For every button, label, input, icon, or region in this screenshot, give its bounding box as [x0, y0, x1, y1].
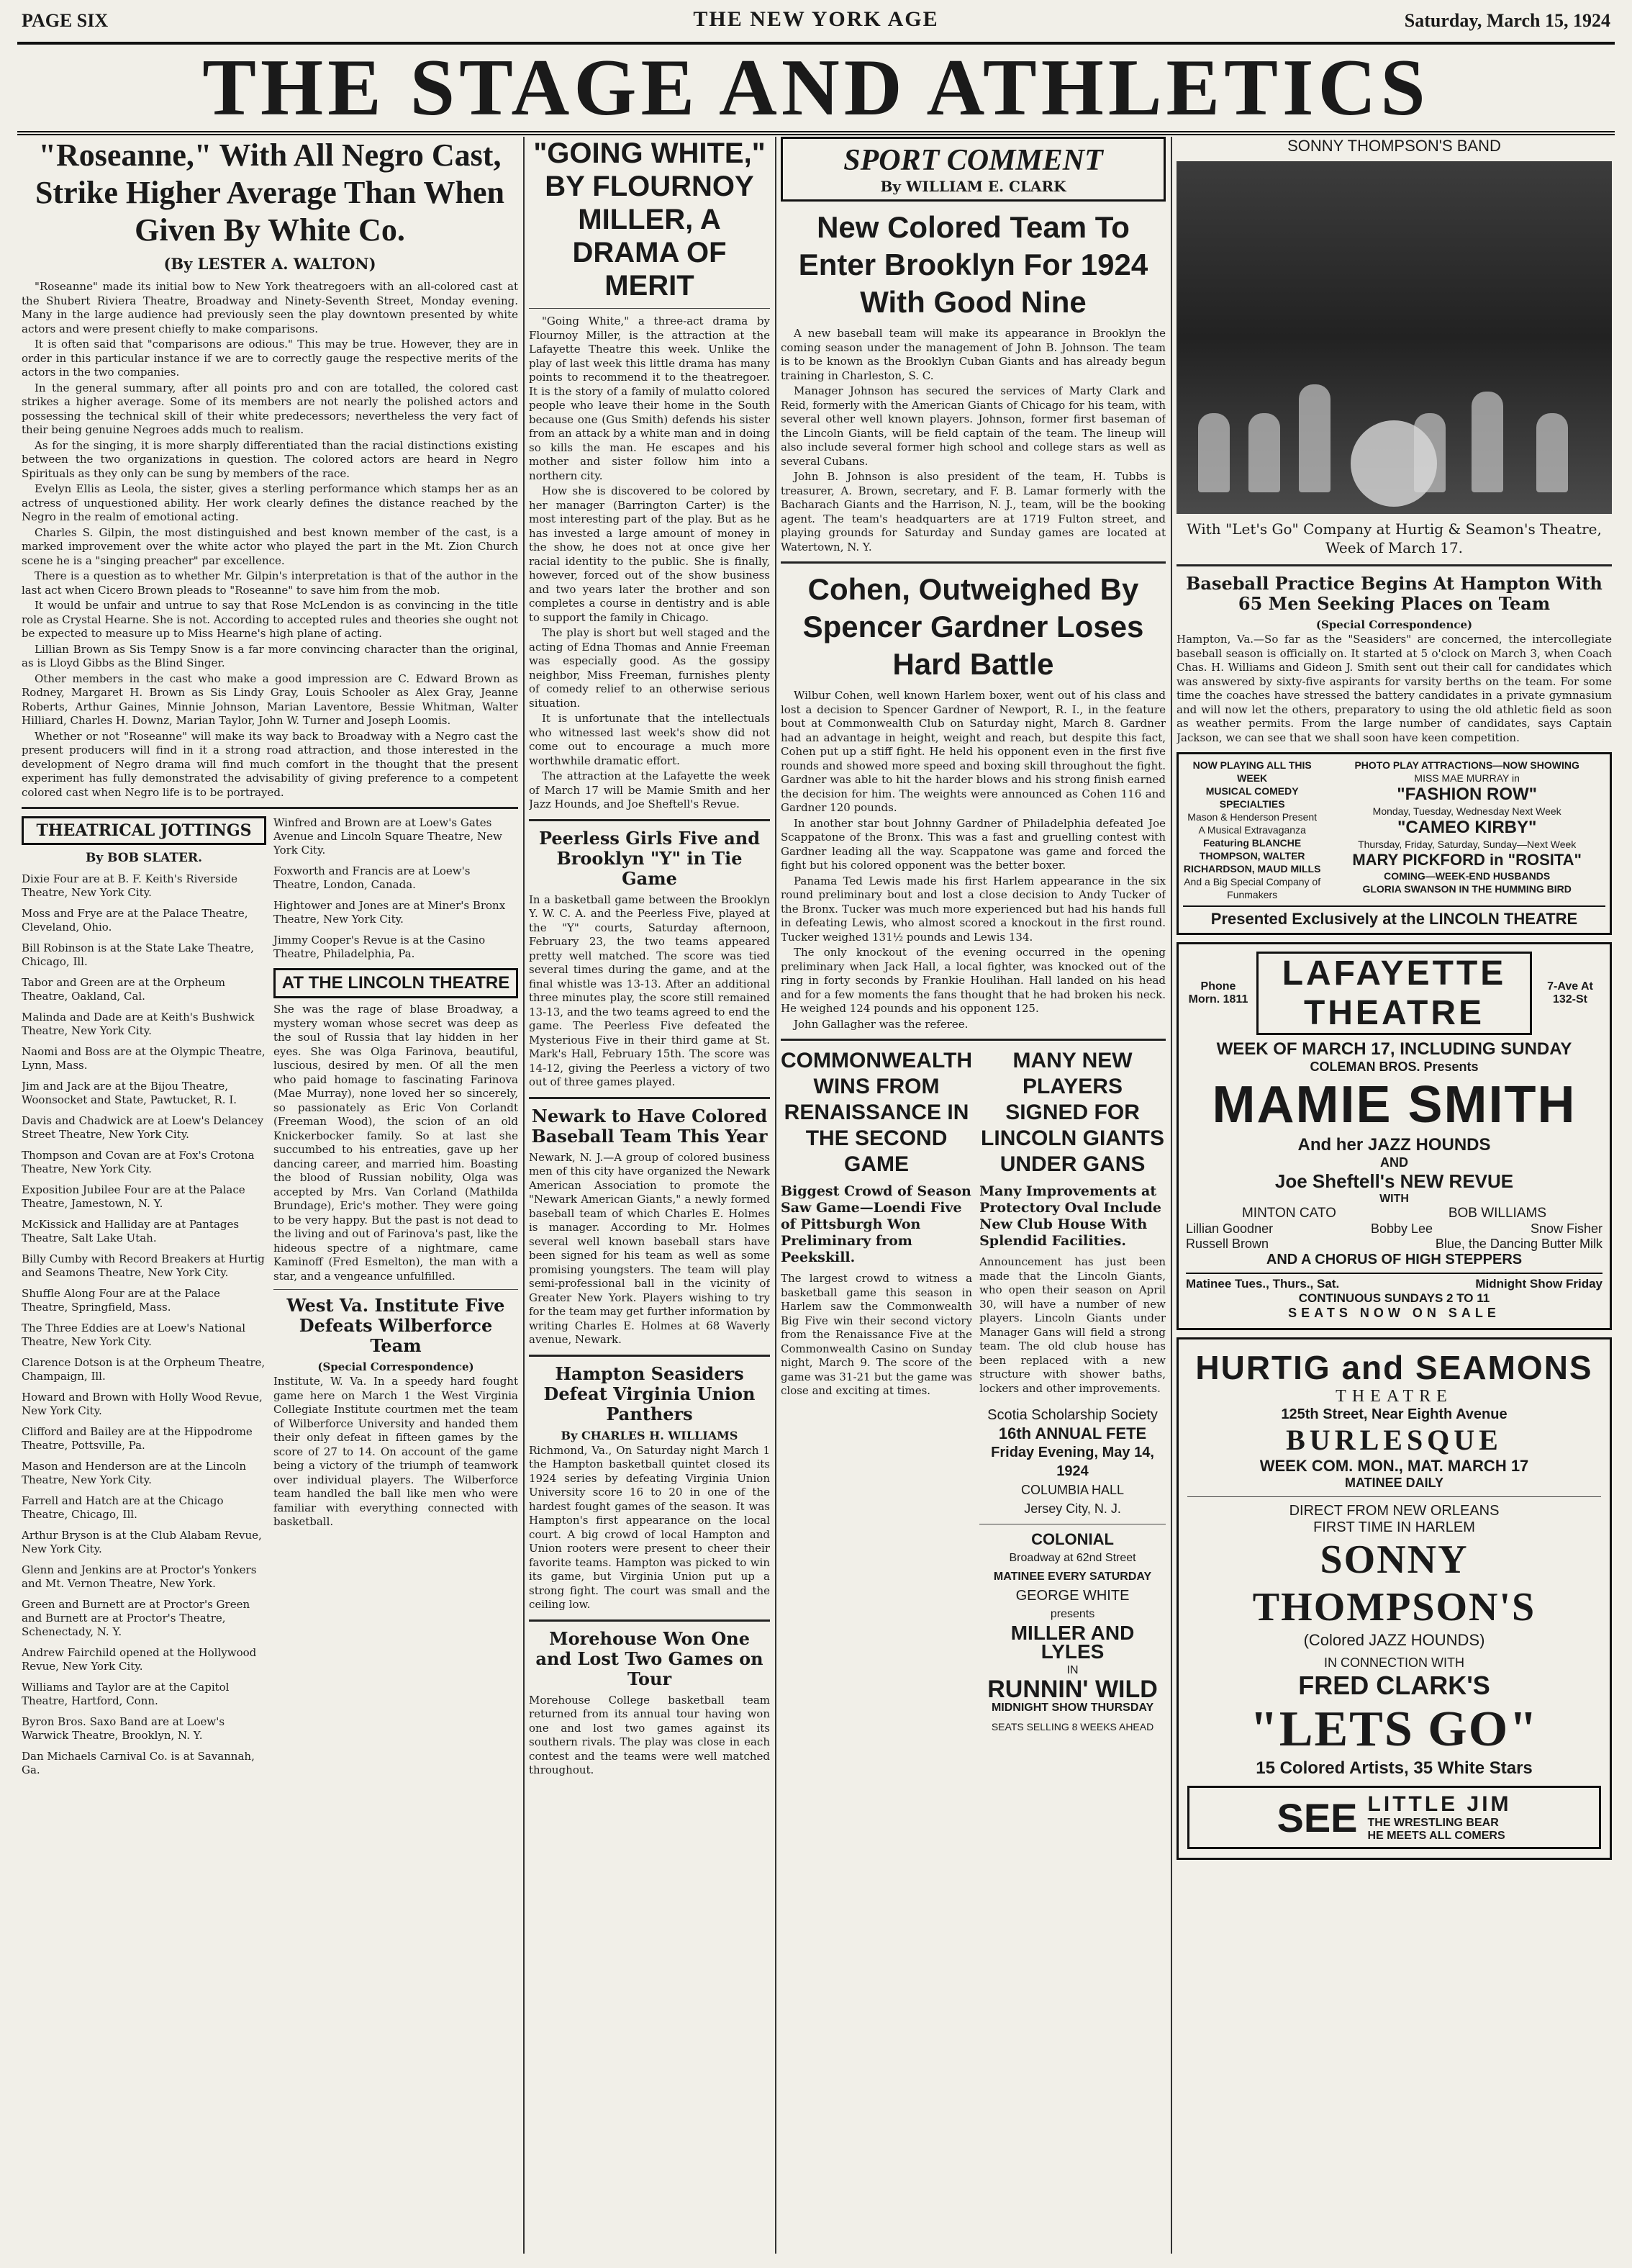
paragraph: How she is discovered to be colored by her manager (Barrington Carter) is the most interesting part of the play. But as he has invested a large amount of money in the show, he does not at once give her racial identity to the public. She is finally, however, forced out of the show business and two years later the brother and son completes a course in dentistry and is able to support the family in Chicago.	[529, 484, 770, 624]
hurtig-sonny: SONNY THOMPSON'S	[1252, 1537, 1536, 1630]
jottings-column-a	[22, 816, 266, 1784]
hurtig-meets: HE MEETS ALL COMERS	[1367, 1830, 1505, 1842]
commonwealth-subhead: Biggest Crowd of Season Saw Game—Loendi Five of Pittsburgh Won Preliminary from Peekskill.	[781, 1183, 971, 1265]
roseanne-headline: "Roseanne," With All Negro Cast, Strike Higher Average Than When Given By White Co.	[35, 137, 504, 248]
masthead	[22, 7, 1610, 36]
paragraph: "Roseanne" made its initial bow to New York theatregoers with an all-colored cast at the Shubert Riviera Theatre, Broadway and Ninety-Seventh Street, Monday evening. Many in the large audience had previously seen the play downtown presented by white actors and were present chiefly to make comparisons.	[22, 280, 518, 335]
newark-article: Newark, N. J.—A group of colored business men of this city have organized the Newark American Association to promote the "Newark American Giants," a newly formed baseball team of which Charles E. Holmes is manager. According to Mr. Holmes several well known baseball stars have been signed for his team as well as some promising youngsters. The team will play semi-professional ball in the vicinity of Greater New York. Players wishing to try for the team may get further information by writing Charles E. Holmes at 68 Waverly avenue, Newark.	[529, 1150, 770, 1346]
jotting-item: Malinda and Dade are at Keith's Bushwick Theatre, New York City.	[22, 1011, 255, 1037]
hurtig-connection: IN CONNECTION WITH	[1324, 1655, 1464, 1670]
column-rule	[775, 137, 776, 2254]
divider	[529, 1355, 770, 1357]
roseanne-article	[22, 280, 518, 800]
lincoln-ad-footer: Presented Exclusively at the LINCOLN THEATRE	[1183, 905, 1605, 929]
jotting-item: Farrell and Hatch are at the Chicago Theatre, Chicago, Ill.	[22, 1494, 224, 1521]
paragraph: In another star bout Johnny Gardner of Philadelphia defeated Joe Scappatone of the Bronx. This was a fast and gruelling contest with Gardner leading all the way. Scappatone was game and forced the fight but his colored opponent was the better boxer.	[781, 816, 1166, 872]
colonial-line: GEORGE WHITE	[1015, 1588, 1130, 1604]
lincoln-giants-article: Announcement has just been made that the Lincoln Giants, who open their season on April 30, will have a number of new players. Lincoln Giants under Manager Gans will field a strong team. The old club house has been replaced with a new structure with shower baths, lockers and other improvements.	[979, 1255, 1166, 1395]
hurtig-fred: FRED CLARK'S	[1298, 1671, 1490, 1700]
hurtig-address: 125th Street, Near Eighth Avenue	[1281, 1406, 1508, 1422]
divider	[22, 807, 518, 809]
paragraph: As for the singing, it is more sharply differentiated than the racial distinctions existing between the two organizations in question. The colored actors are heard in Negro Spirituals as they only can be sung by members of the race.	[22, 438, 518, 480]
hurtig-first: FIRST TIME IN HARLEM	[1313, 1519, 1475, 1535]
cohen-headline: Cohen, Outweighed By Spencer Gardner Loses Hard Battle	[802, 572, 1144, 681]
commonwealth-column	[781, 1048, 972, 1736]
paragraph: Wilbur Cohen, well known Harlem boxer, went out of his class and lost a decision to Spencer Gardner of Newport, R. I., in the feature bout at Commonwealth Club on Saturday night, March 8. Gardner had an advantage in height, weight and reach, but despite this fact, Cohen put up a stiff fight. He held his opponent even in the first five rounds and showed more speed and boxing skill throughout the fight. Gardner was able to hit the harder blows and his strong finish earned the decision for him. The weights were announced as Cohen 116 and Gardner 120 pounds.	[781, 689, 1166, 814]
sports-two-col	[781, 1048, 1166, 1736]
jotting-item: Dixie Four are at B. F. Keith's Riverside Theatre, New York City.	[22, 872, 237, 899]
jotting-item: Davis and Chadwick are at Loew's Delancey Street Theatre, New York City.	[22, 1114, 264, 1141]
paragraph: Other members in the cast who make a good impression are C. Edward Brown as Rodney, Margaret H. Brown as Sis Lindy Gray, Louis Schooler as Alex Gray, Jeanne Roberts, Arthur Gaines, Minnie Johnson, Marian Laventore, Bessie Whitman, Walter Hilliard, Charles H. Downz, Marian Taylor, John W. Turner and Joseph Loomis.	[22, 672, 518, 727]
jotting-item: Foxworth and Francis are at Loew's Theatre, London, Canada.	[273, 864, 471, 891]
colonial-line: MATINEE EVERY SATURDAY	[993, 1571, 1152, 1583]
cast-member: Bobby Lee	[1370, 1221, 1433, 1236]
hurtig-letsgo: "LETS GO"	[1249, 1702, 1539, 1757]
hampton-seasiders-article: Richmond, Va., On Saturday night March 1 the Hampton basketball quintet closed its 1924 series by defeating Virginia Union University score 16 to 20 in one of the hardest fought games of the season. It was Hampton's first appearance on the local court. A big crowd of local Hampton and Union rooters were present to cheer their favorite teams. Hampton was picked to win its game, but Virginia Union put up a strong fight. The court was small and the ceiling low.	[529, 1443, 770, 1611]
sport-comment-box	[781, 137, 1166, 202]
divider	[1177, 564, 1612, 566]
cast-member: Lillian Goodner	[1186, 1221, 1274, 1236]
band-photo-caption: With "Let's Go" Company at Hurtig & Seamon's Theatre, Week of March 17.	[1187, 520, 1602, 556]
jottings-headline: THEATRICAL JOTTINGS	[22, 816, 266, 845]
column-3	[781, 137, 1166, 2254]
divider	[781, 561, 1166, 564]
jotting-item: Billy Cumby with Record Breakers at Hurtig and Seamons Theatre, New York City.	[22, 1252, 265, 1279]
lafayette-seats: SEATS NOW ON SALE	[1288, 1306, 1500, 1320]
lafayette-phone: Phone Morn. 1811	[1188, 980, 1248, 1006]
little-jim-text	[1368, 1792, 1512, 1843]
scotia-line: COLUMBIA HALL	[1021, 1483, 1125, 1497]
paragraph: It is often said that "comparisons are odious." This may be true. However, they are in order in this particular instance if we are to correctly gauge the respective merits of the actors in the two companies.	[22, 338, 518, 379]
lincoln-giants-subhead: Many Improvements at Protectory Oval Include New Club House With Splendid Facilities.	[979, 1183, 1161, 1249]
jotting-item: Byron Bros. Saxo Band are at Loew's Warwick Theatre, Brooklyn, N. Y.	[22, 1715, 225, 1742]
paragraph: John B. Johnson is also president of the team, H. Tubbs is treasurer, A. Brown, secretary, and F. B. Lamar formerly with the Bacharach Giants and the Harrison, N. J., team, will be the booking agent. The team's headquarters are at 1719 Fulton street, and playing grounds for Saturday and Sunday games are located at Watertown, N. Y.	[781, 470, 1166, 554]
ad-line: GLORIA SWANSON IN THE HUMMING BIRD	[1362, 883, 1572, 895]
jotting-item: Hightower and Jones are at Miner's Bronx Theatre, New York City.	[273, 899, 506, 926]
colonial-line: MILLER AND LYLES	[1010, 1622, 1135, 1663]
ad-line: "CAMEO KIRBY"	[1397, 818, 1537, 837]
cast-member: BOB WILLIAMS	[1448, 1206, 1547, 1221]
lafayette-presents: COLEMAN BROS. Presents	[1310, 1060, 1479, 1074]
column-rule	[1171, 137, 1172, 2254]
jotting-item: Jimmy Cooper's Revue is at the Casino Theatre, Philadelphia, Pa.	[273, 934, 486, 960]
cast-member: MINTON CATO	[1241, 1206, 1336, 1221]
lafayette-band: And her JAZZ HOUNDS	[1297, 1135, 1491, 1155]
paragraph: It is unfortunate that the intellectuals who witnessed last week's show did not come out to encourage a much more worthwhile dramatic effort.	[529, 712, 770, 767]
lincoln-giants-column	[979, 1048, 1166, 1736]
jotting-item: Arthur Bryson is at the Club Alabam Revue, New York City.	[22, 1529, 262, 1555]
jotting-item: Glenn and Jenkins are at Proctor's Yonkers and Mt. Vernon Theatre, New York.	[22, 1563, 257, 1590]
ad-line: NOW PLAYING ALL THIS WEEK	[1192, 759, 1312, 784]
divider	[781, 1039, 1166, 1041]
divider	[529, 308, 770, 309]
jotting-item: Williams and Taylor are at the Capitol Theatre, Hartford, Conn.	[22, 1681, 230, 1707]
jotting-item: Howard and Brown with Holly Wood Revue, New York City.	[22, 1391, 263, 1417]
scotia-line: Scotia Scholarship Society	[987, 1407, 1158, 1423]
cohen-article	[781, 689, 1166, 1031]
photo-figure	[1536, 413, 1568, 492]
brooklyn-team-headline: New Colored Team To Enter Brooklyn For 1924 With Good Nine	[798, 210, 1148, 319]
hurtig-artists: 15 Colored Artists, 35 White Stars	[1256, 1758, 1533, 1778]
photo-figure	[1198, 413, 1230, 492]
lafayette-cast-row	[1186, 1221, 1602, 1237]
paragraph: Lillian Brown as Sis Tempy Snow is a far more convincing character than the original, as is Lloyd Gibbs as the Blind Singer.	[22, 642, 518, 669]
colonial-line: presents	[1050, 1608, 1095, 1620]
ad-line: Monday, Tuesday, Wednesday Next Week	[1372, 805, 1561, 817]
paragraph: It would be unfair and untrue to say that Rose McLendon is as convincing in the title role as Crystal Hearne. She is not. According to accepted rules and theories she ought not be expected to measure up to Miss Hearne's high plane of acting.	[22, 599, 518, 640]
baseball-practice-note: (Special Correspondence)	[1315, 618, 1473, 631]
paragraph: There is a question as to whether Mr. Gilpin's interpretation is that of the author in the last act when Cicero Brown pleads to "Roseanne" to save him from the mob.	[22, 569, 518, 597]
west-va-article: Institute, W. Va. In a speedy hard fought game here on March 1 the West Virginia Collegiate Institute courtmen met the team of Wilberforce University and handed them their only defeat in fifteen games by the score of 27 to 14. On account of the game being a victory of the triumph of teamwork over individual players. The Wilberforce team handled the ball like men who were familiar with everything connected with basketball.	[273, 1375, 518, 1528]
ad-line: MUSICAL COMEDY SPECIALTIES	[1205, 785, 1299, 810]
photo-figure	[1248, 413, 1280, 492]
ad-line: Thursday, Friday, Saturday, Sunday—Next Week	[1358, 839, 1577, 850]
ad-line: MISS MAE MURRAY in	[1414, 772, 1520, 784]
hampton-seasiders-headline: Hampton Seasiders Defeat Virginia Union Panthers	[543, 1363, 756, 1424]
colonial-line: COLONIAL	[1031, 1530, 1114, 1548]
hurtig-direct: DIRECT FROM NEW ORLEANS	[1289, 1503, 1500, 1519]
jotting-item: Winfred and Brown are at Loew's Gates Avenue and Lincoln Square Theatre, New York City.	[273, 816, 502, 857]
peerless-article: In a basketball game between the Brooklyn Y. W. C. A. and the Peerless Five, played at the "Y" courts, Saturday afternoon, February 23, the two teams appeared pretty well matched. The score was tied several times during the game, and at the final whistle was 13-13. After an additional three minutes play, the score still remained 13-13, and the two teams agreed to end the game. The Peerless Five defeated the Mysterious Five in their third game at St. Mark's Hall, February 15th. The score was 14-12, giving the Peerless a victory of two out of three games played.	[529, 893, 770, 1088]
lafayette-revue: Joe Sheftell's NEW REVUE	[1274, 1170, 1514, 1192]
column-rule	[523, 137, 525, 2254]
colonial-line: SEATS SELLING 8 WEEKS AHEAD	[991, 1721, 1154, 1732]
morehouse-article: Morehouse College basketball team returned from its annual tour having won one and lost two games against its southern rivals. The play was close in each contest and the teams were well matched throughout.	[529, 1693, 770, 1776]
band-photo-title: SONNY THOMPSON'S BAND	[1287, 137, 1501, 155]
cast-member: Snow Fisher	[1530, 1221, 1602, 1236]
jotting-item: Moss and Frye are at the Palace Theatre, Cleveland, Ohio.	[22, 907, 248, 934]
divider	[1187, 1496, 1601, 1497]
jotting-item: Andrew Fairchild opened at the Hollywood Revue, New York City.	[22, 1646, 257, 1673]
lafayette-cast-row	[1186, 1237, 1602, 1252]
jottings-block	[22, 816, 518, 1784]
sport-comment-headline: SPORT COMMENT	[843, 144, 1103, 177]
colonial-line: RUNNIN' WILD	[987, 1676, 1158, 1703]
ad-line: A Musical Extravaganza	[1198, 824, 1306, 836]
west-va-headline: West Va. Institute Five Defeats Wilberforce Team	[286, 1295, 505, 1356]
lafayette-address: 7-Ave At 132-St	[1547, 980, 1593, 1006]
paragraph: In the general summary, after all points pro and con are totalled, the colored cast strikes a higher average. Some of its members are not nearly the polished actors and possessing the technical skill of their white predecessors; nevertheless the very fact of their being genuine Negroes adds much to realism.	[22, 381, 518, 436]
baseball-practice-headline: Baseball Practice Begins At Hampton With 65 Men Seeking Places on Team	[1186, 573, 1602, 614]
jotting-item: Naomi and Boss are at the Olympic Theatre, Lynn, Mass.	[22, 1045, 266, 1072]
cast-member: Blue, the Dancing Butter Milk	[1435, 1237, 1602, 1251]
going-white-headline: "GOING WHITE," BY FLOURNOY MILLER, A DRAMA OF MERIT	[533, 137, 766, 302]
jotting-item: Clifford and Bailey are at the Hippodrome Theatre, Pottsville, Pa.	[22, 1425, 253, 1452]
hurtig-theatre: THEATRE	[1336, 1387, 1453, 1406]
little-jim-box	[1187, 1786, 1601, 1849]
hurtig-bear: THE WRESTLING BEAR	[1367, 1817, 1499, 1829]
lincoln-theatre-headline: AT THE LINCOLN THEATRE	[273, 968, 518, 998]
lafayette-midnight: Midnight Show Friday	[1475, 1277, 1602, 1291]
paragraph: "Going White," a three-act drama by Flournoy Miller, is the attraction at the Lafayette Theatre this week. Unlike the play of last week this little drama has many points to recommend it to the theatregoer. It is the story of a family of mulatto colored people who leave their home in the South because one (Gus Smith) defends his sister from an attack by a white man and in doing so kills the man. He escapes and his mother and sister follow him into a northern city.	[529, 315, 770, 482]
paragraph: Panama Ted Lewis made his first Harlem appearance in the six round preliminary bout and lost a close decision to Andy Tucker of the Bronx. Tucker was much more experienced but had his hands full in defeating Lewis, who almost scored a knockout in the first round. Tucker weighed 131½ pounds and Lewis 134.	[781, 874, 1166, 944]
paragraph: The play is short but well staged and the acting of Edna Thomas and Annie Freeman was especially good. As the gossipy neighbor, Miss Freeman, furnishes plenty of comedy relief to an otherwise serious situation.	[529, 626, 770, 710]
jottings-byline: By BOB SLATER.	[85, 851, 203, 865]
jotting-item: Exposition Jubilee Four are at the Palace Theatre, Jamestown, N. Y.	[22, 1183, 245, 1210]
column-4	[1177, 137, 1612, 2254]
scotia-notice	[979, 1406, 1166, 1518]
sport-comment-byline: By WILLIAM E. CLARK	[880, 178, 1066, 195]
divider	[273, 1289, 518, 1290]
hurtig-hounds: (Colored JAZZ HOUNDS)	[1303, 1631, 1485, 1649]
lafayette-and: AND	[1380, 1155, 1408, 1170]
paragraph: Whether or not "Roseanne" will make its way back to Broadway with a Negro cast the present producers will find in it a strong road attraction, and those interested in the development of Negro drama will find much comfort in the thought that the present experiment has fully demonstrated the advisability of giving preference to a competent colored cast when Negro life is to be portrayed.	[22, 729, 518, 799]
paragraph: The only knockout of the evening occurred in the opening preliminary when Jack Hall, a local fighter, was knocked out of the ring in forty seconds by Frankie Houlihan. Hall landed on his head and for a few moments the fans thought that he had broken his neck. He weighed 124 pounds and his opponent 125.	[781, 946, 1166, 1015]
paragraph: The attraction at the Lafayette the week of March 17 will be Mamie Smith and her Jazz Hounds, and Joe Sheftell's Revue.	[529, 769, 770, 810]
jotting-item: Tabor and Green are at the Orpheum Theatre, Oakland, Cal.	[22, 976, 225, 1003]
ad-line: PHOTO PLAY ATTRACTIONS—NOW SHOWING	[1354, 759, 1579, 771]
lafayette-matinee: Matinee Tues., Thurs., Sat.	[1186, 1277, 1340, 1291]
photo-figure	[1299, 384, 1330, 492]
ad-line: Mason & Henderson Present	[1187, 811, 1318, 823]
lafayette-ad	[1177, 942, 1612, 1330]
paper-name: THE NEW YORK AGE	[693, 7, 939, 31]
paragraph: Manager Johnson has secured the services of Marty Clark and Reid, formerly with the American Giants of Chicago for his team, with several other well known players. Johnson, former first baseman of the Lincoln Giants, will be field captain of the team. The lineup will also include several former high school and college stars as well as several Cubans.	[781, 384, 1166, 468]
section-banner: THE STAGE AND ATHLETICS	[17, 42, 1615, 135]
issue-date: Saturday, March 15, 1924	[1404, 10, 1610, 31]
scotia-line: Jersey City, N. J.	[1024, 1501, 1121, 1516]
ad-line: MARY PICKFORD in "ROSITA"	[1352, 851, 1582, 869]
colonial-line: IN	[1066, 1664, 1079, 1676]
jotting-item: Green and Burnett are at Proctor's Green and Burnett are at Proctor's Theatre, Schenectady, N. Y.	[22, 1598, 250, 1638]
lincoln-giants-headline: MANY NEW PLAYERS SIGNED FOR LINCOLN GIANTS UNDER GANS	[981, 1049, 1165, 1176]
jotting-item: The Three Eddies are at Loew's National Theatre, New York City.	[22, 1322, 246, 1348]
jotting-item: Bill Robinson is at the State Lake Theatre, Chicago, Ill.	[22, 941, 254, 968]
lafayette-name: LAFAYETTE THEATRE	[1256, 952, 1532, 1035]
lafayette-week: WEEK OF MARCH 17, INCLUDING SUNDAY	[1216, 1039, 1572, 1059]
paragraph: Evelyn Ellis as Leola, the sister, gives a sterling performance which stamps her as an actress of unquestioned ability. Her work clearly defines the distance reached by the Negro in the realm of emotional acting.	[22, 482, 518, 523]
hurtig-see: SEE	[1277, 1794, 1358, 1840]
scotia-line: Friday Evening, May 14, 1924	[991, 1445, 1154, 1479]
west-va-note: (Special Correspondence)	[317, 1360, 474, 1373]
hurtig-name: HURTIG and SEAMONS	[1195, 1349, 1593, 1386]
peerless-headline: Peerless Girls Five and Brooklyn "Y" in Tie Game	[538, 827, 761, 889]
lafayette-star: MAMIE SMITH	[1212, 1076, 1577, 1134]
divider	[529, 1619, 770, 1622]
photo-figure	[1472, 392, 1503, 492]
ad-line: And a Big Special Company of Funmakers	[1184, 876, 1321, 900]
jotting-item: Thompson and Covan are at Fox's Crotona Theatre, New York City.	[22, 1149, 255, 1175]
newark-headline: Newark to Have Colored Baseball Team This Year	[531, 1105, 768, 1147]
ad-line: Featuring BLANCHE THOMPSON, WALTER RICHARDSON, MAUD MILLS	[1183, 837, 1321, 875]
drum-shape	[1351, 420, 1437, 507]
scotia-line: 16th ANNUAL FETE	[998, 1424, 1147, 1442]
lafayette-header	[1186, 952, 1602, 1035]
lafayette-sundays: CONTINUOUS SUNDAYS 2 TO 11	[1298, 1291, 1490, 1305]
hurtig-matinee: MATINEE DAILY	[1344, 1476, 1443, 1490]
paragraph: John Gallagher was the referee.	[794, 1017, 969, 1031]
jotting-item: Shuffle Along Four are at the Palace Theatre, Springfield, Mass.	[22, 1287, 220, 1314]
column-1	[22, 137, 518, 2254]
divider	[529, 819, 770, 821]
lafayette-shows	[1186, 1273, 1602, 1291]
colonial-line: MIDNIGHT SHOW THURSDAY	[991, 1702, 1154, 1714]
morehouse-headline: Morehouse Won One and Lost Two Games on Tour	[535, 1627, 763, 1689]
jotting-item: Jim and Jack are at the Bijou Theatre, Woonsocket and State, Pawtucket, R. I.	[22, 1080, 237, 1106]
paragraph: Charles S. Gilpin, the most distinguished and best known member of the cast, is a marked improvement over the white actor who played the part in the Mt. Zion Church scene he is a "singing preacher" par excellence.	[22, 525, 518, 567]
hurtig-seamons-ad	[1177, 1337, 1612, 1860]
lafayette-with: WITH	[1379, 1193, 1409, 1205]
band-photo	[1177, 161, 1612, 514]
lincoln-ad-left	[1183, 759, 1321, 901]
hurtig-jim: LITTLE JIM	[1367, 1792, 1512, 1816]
commonwealth-headline: COMMONWEALTH WINS FROM RENAISSANCE IN THE SECOND GAME	[781, 1049, 973, 1176]
column-2	[529, 137, 770, 2254]
roseanne-byline: (By LESTER A. WALTON)	[163, 255, 376, 273]
lafayette-cast-row	[1186, 1206, 1602, 1221]
divider	[529, 1097, 770, 1099]
jotting-item: Clarence Dotson is at the Orpheum Theatre, Champaign, Ill.	[22, 1356, 266, 1383]
paragraph: A new baseball team will make its appearance in Brooklyn the coming season under the management of John B. Johnson. The team is to be known as the Brooklyn Cuban Giants and has already begun training in Charleston, S. C.	[781, 327, 1166, 382]
lincoln-theatre-article: She was the rage of blase Broadway, a mystery woman whose secret was deep as the soul of Russia that lay hidden in her eyes. She was Olga Farinova, beautiful, luscious, desired by men. Of all the men who paid homage to fascinating Farinova (Mae Murray), none loved her so sincerely, so passionately as Eric Von Corlandt (Freeman Wood), the scion of an old Knickerbocker family. So at last she succumbed to his entreaties, gave up her dancing career, and married him. Boasting the blood of Russian nobility, Olga was accepted by Mrs. Van Corland (Mathilda Brundage), Eric's mother. They were going to be very happy. But the past is not dead to the living and out of Farinova's past, like the hideous spectre of a nightmare, came Kaminoff (Fred Esmelton), the man with a star, and a vengeance unfulfilled.	[273, 1003, 518, 1283]
jotting-item: Mason and Henderson are at the Lincoln Theatre, New York City.	[22, 1460, 246, 1486]
jotting-item: Dan Michaels Carnival Co. is at Savannah, Ga.	[22, 1750, 255, 1776]
cast-member: AND A CHORUS OF HIGH STEPPERS	[1266, 1252, 1523, 1268]
jottings-column-b	[273, 816, 518, 1784]
ad-line: COMING—WEEK-END HUSBANDS	[1384, 870, 1551, 882]
brooklyn-team-article	[781, 327, 1166, 554]
going-white-article	[529, 315, 770, 812]
hurtig-burlesque: BURLESQUE	[1286, 1424, 1502, 1456]
baseball-practice-article: Hampton, Va.—So far as the "Seasiders" are concerned, the intercollegiate baseball season is officially on. It started at 5 o'clock on March 3, when Coach Chas. H. Williams and Gideon J. Smith sent out their call for candidates which was answered by sixty-five aspirants for varsity berths on the team. For some time the coaches have stressed the battery candidates in a private gymnasium and will now let the others, preparatory to using the old athletic field as soon as weather permits. From the large number of candidates, says Captain Jackson, we can see that we shall soon have keen competition.	[1177, 633, 1612, 744]
lincoln-ad-columns	[1183, 759, 1605, 901]
colonial-ad	[979, 1530, 1166, 1736]
ad-line: "FASHION ROW"	[1397, 785, 1538, 804]
hampton-seasiders-byline: By CHARLES H. WILLIAMS	[561, 1428, 738, 1442]
colonial-line: Broadway at 62nd Street	[1009, 1552, 1136, 1564]
page-number: PAGE SIX	[22, 10, 109, 31]
commonwealth-article: The largest crowd to witness a basketball game this season in Harlem saw the Commonwealth Big Five win their second victory from the Renaissance Five at the Commonwealth Casino on Sunday night, March 9. The score of the game was 31-21 but the game was close and exciting at times.	[781, 1272, 973, 1397]
lincoln-ad-right	[1328, 759, 1605, 901]
hurtig-week: WEEK COM. MON., MAT. MARCH 17	[1259, 1457, 1529, 1475]
lincoln-theatre-ad	[1177, 752, 1612, 935]
jotting-item: McKissick and Halliday are at Pantages Theatre, Salt Lake Utah.	[22, 1218, 240, 1244]
cast-member: Russell Brown	[1186, 1237, 1269, 1251]
